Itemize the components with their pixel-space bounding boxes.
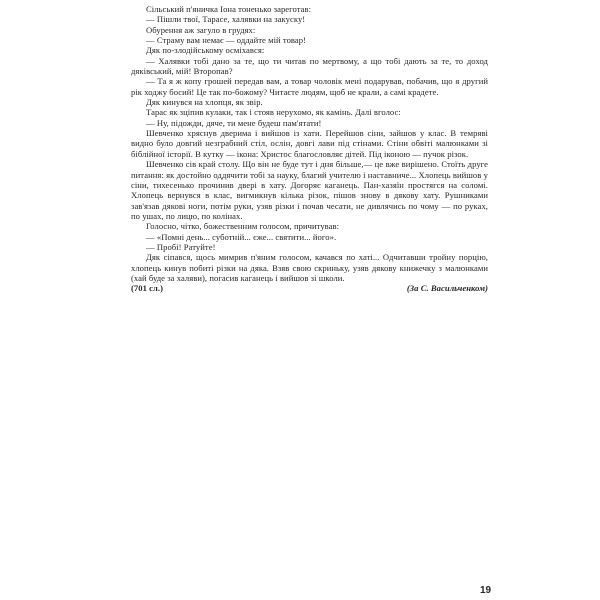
story-text (131, 4, 488, 294)
paragraph: — «Помні день... суботній... єже... святити... його». (146, 231, 337, 242)
paragraph: Голосно, чітко, божественним голосом, причитував: (146, 221, 340, 232)
word-count: (701 сл.) (131, 283, 163, 294)
paragraph: — Страму вам немає — оддайте мій товар! (146, 35, 307, 46)
paragraph: Тарас як зціпив кулаки, так і стояв нерухомо, як камінь. Далі вголос: (146, 107, 401, 118)
paragraph: — Пробі! Ратуйте! (146, 241, 216, 252)
paragraph: — Ну, підожди, дяче, ти мене будеш пам'ятати! (146, 117, 322, 128)
paragraph: Обурення аж загуло в грудях: (146, 24, 256, 35)
paragraph: Сільський п'яничка Іона тоненько зареготав: (146, 4, 312, 14)
paragraph: — Та я ж копу грошей передав вам, а товар чоловік мені подарував, побачив, що я другий рік ходжу босий! Це так по-божому? Читаєте людям, щоб не крали, а самі крадете. (131, 76, 488, 97)
source-attribution: (За С. Васильченком) (406, 283, 488, 294)
paragraph: — Пішли твої, Тарасе, халявки на закуску! (146, 14, 306, 25)
paragraph: Дяк сіпався, щось мимрив п'яним голосом, качався по хаті... Одчитавши тройну порцію, хлопець кинув побиті різки на дяка. Взяв свою скриньку, узяв дякову книжечку з малюнками (хай буде за халяви), погасив каганець і вийшов зі школи. (131, 252, 488, 283)
paragraph: Дяк по-злодійському осміхався: (146, 45, 265, 56)
paragraph: Дяк кинувся на хлопця, як звір. (146, 97, 263, 108)
paragraph: Шевченко хряснув дверима і вийшов із хати. Перейшов сіни, зайшов у клас. В темряві видно було довгий незграбний стіл, ослін, довгі лави під стінами. Стіни обвіті малюнками зі біблійної історії. В кутку — ікона: Христос благословляє дітей. Під іконою — пучок різок. (131, 128, 488, 159)
text-footer (131, 283, 488, 293)
paragraph: Шевченко сів край столу. Що він не буде тут і дня більше,— це вже вирішено. Стоїть друге питання: як достойно оддячити тобі за науку, благий учителю і наставниче... Хлопець вийшов у сіни, тихесенько прочинив двері в хату. Догоряє каганець. Пан-хазяїн простягся на соломі. Хлопець вернувся в клас, вигмикнув кілька різок, пішов знову в дякову хату. Рушниками зав'язав дякові ноги, потім руки, узяв різки і почав чесати, не дивлячись по чому — по руках, по ушах, по лицю, по колінах. (131, 159, 488, 221)
page-number: 19 (480, 585, 492, 596)
paragraph: — Халявки тобі дано за те, що ти читав по мертвому, а що тобі дають за те, то доход дяківський, мій! Второпав? (131, 55, 488, 77)
